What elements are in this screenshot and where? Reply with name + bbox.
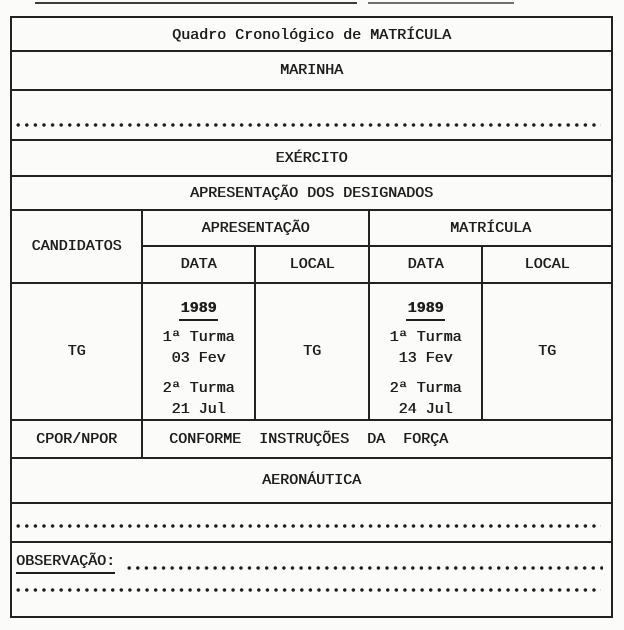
aeronautica-fill-row — [12, 504, 611, 543]
cell-matricula-data — [370, 284, 483, 419]
turma2-label: 2ª Turma — [162, 380, 235, 397]
designados-row — [12, 177, 611, 211]
dotted-fill-line — [16, 122, 601, 128]
turma1-date: 13 Fev — [398, 350, 453, 367]
form-title: Quadro Cronológico de MATRÍCULA — [171, 27, 452, 44]
cell-apresentacao-data — [143, 284, 256, 419]
header-apresentacao: APRESENTAÇÃO — [143, 211, 370, 247]
marinha-row — [12, 52, 611, 91]
cell-conforme-note: CONFORME INSTRUÇÕES DA FORÇA — [169, 430, 449, 448]
observacao-label: OBSERVAÇÃO: — [16, 553, 115, 574]
exercito-label: EXÉRCITO — [275, 149, 348, 167]
header-local-apresentacao: LOCAL — [256, 247, 370, 284]
cell-apresentacao-local: TG — [256, 284, 370, 419]
header-candidatos: CANDIDATOS — [12, 211, 143, 284]
turma1-date: 03 Fev — [171, 350, 226, 367]
aeronautica-label: AERONÁUTICA — [261, 472, 362, 489]
observacao-row — [12, 543, 611, 616]
turma2-label: 2ª Turma — [389, 380, 462, 397]
turma1-label: 1ª Turma — [162, 329, 235, 346]
cell-candidato-tg: TG — [12, 284, 143, 419]
turma2-date: 24 Jul — [398, 401, 453, 418]
scan-artifact-line — [368, 2, 514, 4]
header-local-matricula: LOCAL — [483, 247, 611, 284]
cell-cpor-npor: CPOR/NPOR — [12, 421, 143, 457]
cpor-row — [12, 421, 611, 459]
turma2-date: 21 Jul — [171, 401, 226, 418]
designados-table — [12, 211, 611, 421]
designados-label: APRESENTAÇÃO DOS DESIGNADOS — [189, 184, 434, 202]
dotted-fill-line — [127, 565, 603, 571]
title-row — [12, 18, 611, 52]
aeronautica-row — [12, 459, 611, 504]
header-data-matricula: DATA — [370, 247, 483, 284]
observacao-line-1 — [16, 553, 603, 574]
dotted-fill-line — [16, 587, 601, 593]
dotted-fill-line — [16, 523, 601, 529]
exercito-row — [12, 141, 611, 177]
header-matricula: MATRÍCULA — [370, 211, 611, 247]
year-label: 1989 — [406, 298, 444, 321]
year-label: 1989 — [179, 298, 217, 321]
header-data-apresentacao: DATA — [143, 247, 256, 284]
cell-matricula-local: TG — [537, 343, 556, 360]
marinha-fill-row — [12, 91, 611, 141]
marinha-label: MARINHA — [279, 62, 343, 79]
form-table — [10, 16, 613, 618]
turma1-label: 1ª Turma — [389, 329, 462, 346]
scan-artifact-line — [35, 2, 357, 4]
